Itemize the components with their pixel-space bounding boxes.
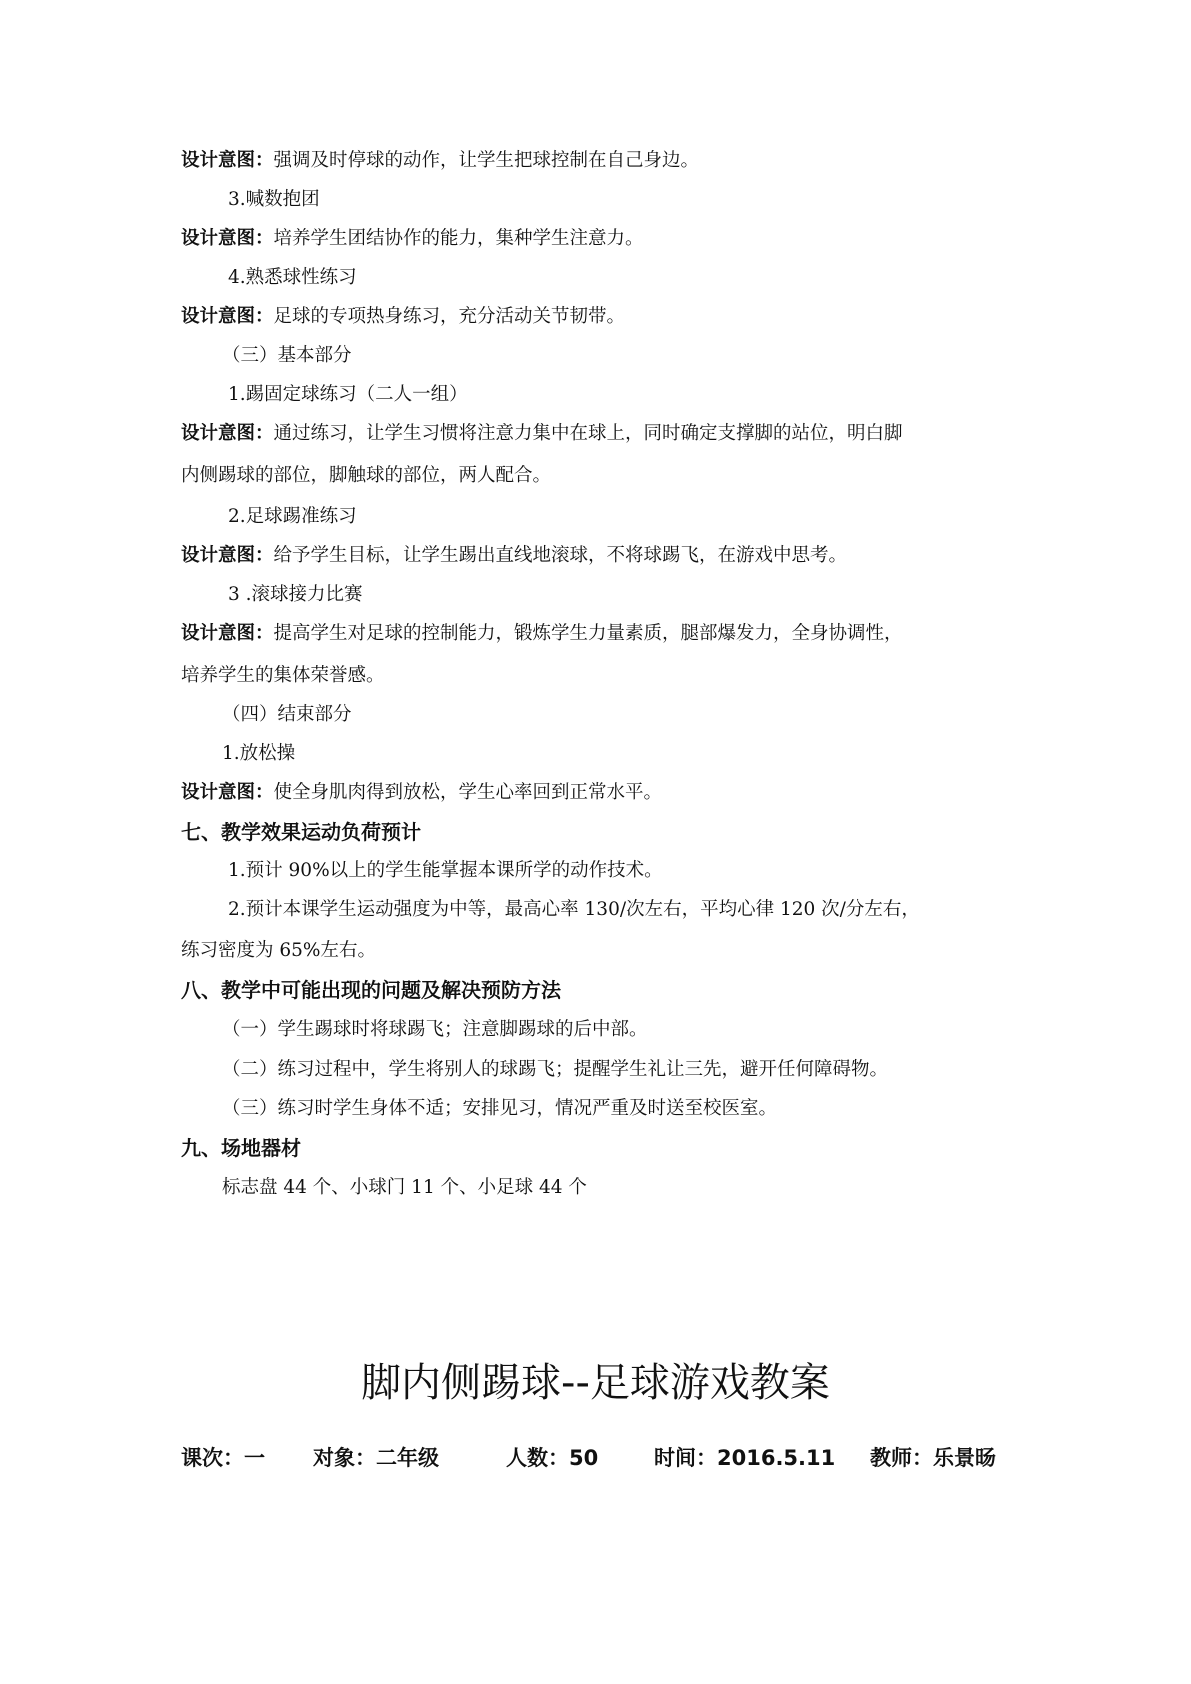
design-intent-text: 给予学生目标，让学生踢出直线地滚球，不将球踢飞，在游戏中思考。 bbox=[273, 545, 848, 566]
lesson-time: 时间：2016.5.11 bbox=[654, 1446, 836, 1470]
paragraph-continuation: 练习密度为 65%左右。 bbox=[181, 940, 377, 961]
paragraph: （二）练习过程中，学生将别人的球踢飞；提醒学生礼让三先，避开任何障碍物。 bbox=[222, 1059, 889, 1080]
paragraph: 2.预计本课学生运动强度为中等，最高心率 130/次左右，平均心律 120 次/分左右， bbox=[228, 899, 920, 920]
design-intent-label: 设计意图： bbox=[181, 423, 274, 444]
design-intent-label: 设计意图： bbox=[181, 228, 274, 249]
activity-item: 3 .滚球接力比赛 bbox=[228, 584, 363, 605]
design-intent-label: 设计意图： bbox=[181, 623, 274, 644]
activity-item: 1.踢固定球练习（二人一组） bbox=[228, 384, 468, 405]
section-heading-9: 九、场地器材 bbox=[181, 1136, 301, 1160]
lesson-session: 课次：一 bbox=[181, 1446, 265, 1470]
design-intent-line bbox=[181, 226, 644, 252]
paragraph: 标志盘 44 个、小球门 11 个、小足球 44 个 bbox=[222, 1177, 587, 1198]
design-intent-line bbox=[181, 543, 847, 569]
lesson-count: 人数：50 bbox=[506, 1446, 599, 1470]
paragraph: （一）学生踢球时将球踢飞；注意脚踢球的后中部。 bbox=[222, 1019, 648, 1040]
design-intent-text: 通过练习，让学生习惯将注意力集中在球上，同时确定支撑脚的站位，明白脚 bbox=[273, 423, 903, 444]
activity-item: 4.熟悉球性练习 bbox=[228, 267, 357, 288]
design-intent-text: 强调及时停球的动作，让学生把球控制在自己身边。 bbox=[273, 150, 700, 171]
design-intent-line bbox=[181, 621, 903, 647]
section-heading-8: 八、教学中可能出现的问题及解决预防方法 bbox=[181, 978, 561, 1002]
design-intent-text: 使全身肌肉得到放松，学生心率回到正常水平。 bbox=[273, 782, 663, 803]
paragraph: 1.预计 90%以上的学生能掌握本课所学的动作技术。 bbox=[228, 860, 663, 881]
design-intent-label: 设计意图： bbox=[181, 150, 274, 171]
design-intent-line bbox=[181, 780, 662, 806]
paragraph-continuation: 内侧踢球的部位，脚触球的部位，两人配合。 bbox=[181, 465, 552, 486]
design-intent-text: 足球的专项热身练习，充分活动关节韧带。 bbox=[273, 306, 626, 327]
activity-item: 1.放松操 bbox=[222, 743, 296, 764]
design-intent-line bbox=[181, 304, 625, 330]
activity-item: 2.足球踢准练习 bbox=[228, 506, 357, 527]
activity-item: 3.喊数抱团 bbox=[228, 189, 320, 210]
design-intent-line bbox=[181, 148, 699, 174]
lesson-audience: 对象：二年级 bbox=[313, 1446, 439, 1470]
design-intent-label: 设计意图： bbox=[181, 545, 274, 566]
design-intent-label: 设计意图： bbox=[181, 306, 274, 327]
section-heading-7: 七、教学效果运动负荷预计 bbox=[181, 820, 421, 844]
paragraph: （三）练习时学生身体不适；安排见习，情况严重及时送至校医室。 bbox=[222, 1098, 778, 1119]
design-intent-line bbox=[181, 421, 903, 447]
paragraph-continuation: 培养学生的集体荣誉感。 bbox=[181, 665, 385, 686]
lesson-title: 脚内侧踢球--足球游戏教案 bbox=[361, 1360, 830, 1406]
lesson-teacher: 教师：乐景旸 bbox=[870, 1446, 996, 1470]
design-intent-label: 设计意图： bbox=[181, 782, 274, 803]
subsection-heading: （三）基本部分 bbox=[222, 345, 352, 366]
design-intent-text: 培养学生团结协作的能力，集种学生注意力。 bbox=[273, 228, 644, 249]
subsection-heading: （四）结束部分 bbox=[222, 704, 352, 725]
design-intent-text: 提高学生对足球的控制能力，锻炼学生力量素质，腿部爆发力，全身协调性， bbox=[273, 623, 903, 644]
